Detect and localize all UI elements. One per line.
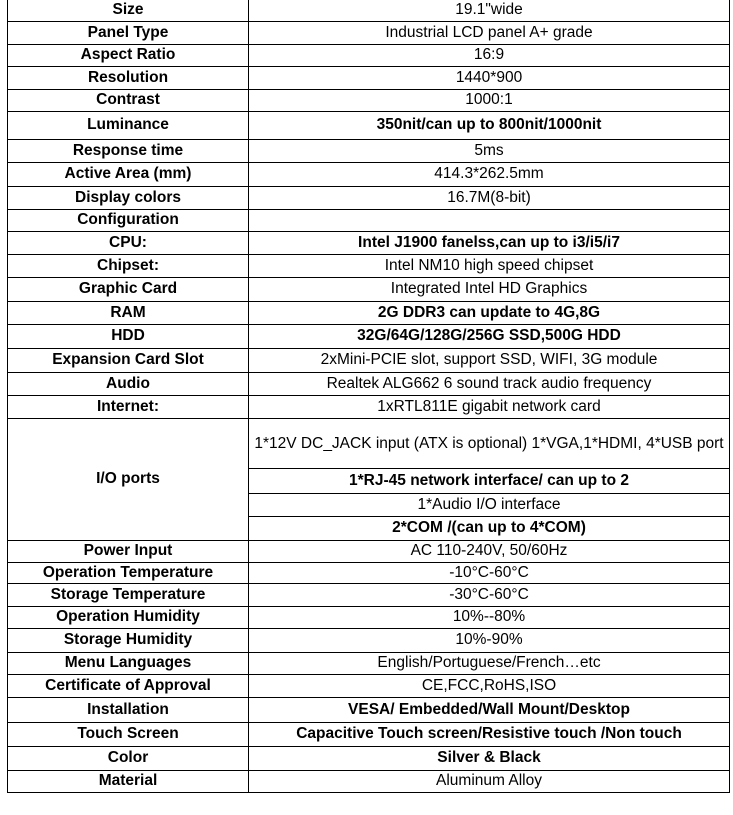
spec-row-configuration xyxy=(8,209,730,231)
spec-value: English/Portuguese/French…etc xyxy=(249,652,730,674)
spec-value-io: 1*RJ-45 network interface/ can up to 2 xyxy=(249,468,730,493)
spec-label-io-ports: I/O ports xyxy=(8,418,249,540)
spec-label: Active Area (mm) xyxy=(8,162,249,186)
spec-row-material xyxy=(8,770,730,792)
spec-label: Luminance xyxy=(8,111,249,139)
spec-row-chipset xyxy=(8,254,730,277)
spec-value: 2G DDR3 can update to 4G,8G xyxy=(249,301,730,324)
spec-row-audio xyxy=(8,372,730,395)
spec-row-ram xyxy=(8,301,730,324)
spec-label: Panel Type xyxy=(8,21,249,44)
spec-row-contrast xyxy=(8,89,730,111)
spec-row-active-area-mm xyxy=(8,162,730,186)
spec-value: 1xRTL811E gigabit network card xyxy=(249,395,730,418)
spec-value: 16:9 xyxy=(249,44,730,66)
spec-value: Aluminum Alloy xyxy=(249,770,730,792)
spec-row-graphic-card xyxy=(8,277,730,301)
spec-value: Silver & Black xyxy=(249,746,730,770)
spec-value: 1000:1 xyxy=(249,89,730,111)
spec-label: Contrast xyxy=(8,89,249,111)
spec-label: Response time xyxy=(8,139,249,162)
spec-value: 1440*900 xyxy=(249,66,730,89)
spec-label: Storage Humidity xyxy=(8,628,249,652)
spec-value: Intel NM10 high speed chipset xyxy=(249,254,730,277)
spec-value: 32G/64G/128G/256G SSD,500G HDD xyxy=(249,324,730,348)
spec-value: Capacitive Touch screen/Resistive touch /Non touch xyxy=(249,722,730,746)
spec-row-menu-languages xyxy=(8,652,730,674)
spec-label: Size xyxy=(8,0,249,21)
spec-row-touch-screen xyxy=(8,722,730,746)
spec-label: Installation xyxy=(8,697,249,722)
spec-value: Integrated Intel HD Graphics xyxy=(249,277,730,301)
spec-value: VESA/ Embedded/Wall Mount/Desktop xyxy=(249,697,730,722)
spec-value: Industrial LCD panel A+ grade xyxy=(249,21,730,44)
spec-value: Intel J1900 fanelss,can up to i3/i5/i7 xyxy=(249,231,730,254)
spec-value: 5ms xyxy=(249,139,730,162)
spec-row-expansion-card-slot xyxy=(8,348,730,372)
spec-row-size xyxy=(8,0,730,21)
spec-value: -30°C-60°C xyxy=(249,583,730,606)
spec-row-panel-type xyxy=(8,21,730,44)
spec-row-power-input xyxy=(8,540,730,562)
spec-value: 10%-90% xyxy=(249,628,730,652)
spec-value: 16.7M(8-bit) xyxy=(249,186,730,209)
spec-value-io: 1*Audio I/O interface xyxy=(249,493,730,516)
spec-label: Operation Temperature xyxy=(8,562,249,583)
spec-label: Graphic Card xyxy=(8,277,249,301)
spec-label: CPU: xyxy=(8,231,249,254)
spec-value-io: 1*12V DC_JACK input (ATX is optional) 1*VGA,1*HDMI, 4*USB port xyxy=(249,418,730,468)
spec-value: 10%--80% xyxy=(249,606,730,628)
spec-row-luminance xyxy=(8,111,730,139)
spec-label: Display colors xyxy=(8,186,249,209)
spec-row-storage-humidity xyxy=(8,628,730,652)
spec-row-operation-humidity xyxy=(8,606,730,628)
spec-label: RAM xyxy=(8,301,249,324)
spec-row-cpu xyxy=(8,231,730,254)
spec-label: Material xyxy=(8,770,249,792)
spec-label: Audio xyxy=(8,372,249,395)
spec-label: Operation Humidity xyxy=(8,606,249,628)
spec-table xyxy=(7,0,730,793)
spec-row-hdd xyxy=(8,324,730,348)
spec-value: CE,FCC,RoHS,ISO xyxy=(249,674,730,697)
spec-label: Aspect Ratio xyxy=(8,44,249,66)
spec-row-aspect-ratio xyxy=(8,44,730,66)
spec-row-operation-temperature xyxy=(8,562,730,583)
spec-label: Color xyxy=(8,746,249,770)
spec-label: Touch Screen xyxy=(8,722,249,746)
spec-row-display-colors xyxy=(8,186,730,209)
spec-row-response-time xyxy=(8,139,730,162)
spec-table-body xyxy=(8,0,730,792)
spec-value xyxy=(249,209,730,231)
spec-label: Configuration xyxy=(8,209,249,231)
spec-row-io-ports xyxy=(8,418,730,468)
spec-value: Realtek ALG662 6 sound track audio frequency xyxy=(249,372,730,395)
spec-value-io: 2*COM /(can up to 4*COM) xyxy=(249,516,730,540)
spec-value: 350nit/can up to 800nit/1000nit xyxy=(249,111,730,139)
spec-label: Chipset: xyxy=(8,254,249,277)
spec-label: Internet: xyxy=(8,395,249,418)
spec-row-color xyxy=(8,746,730,770)
spec-row-installation xyxy=(8,697,730,722)
spec-row-resolution xyxy=(8,66,730,89)
spec-label: Storage Temperature xyxy=(8,583,249,606)
spec-row-certificate-of-approval xyxy=(8,674,730,697)
spec-label: Expansion Card Slot xyxy=(8,348,249,372)
spec-value: 414.3*262.5mm xyxy=(249,162,730,186)
spec-label: HDD xyxy=(8,324,249,348)
spec-value: 19.1"wide xyxy=(249,0,730,21)
spec-label: Menu Languages xyxy=(8,652,249,674)
spec-value: -10°C-60°C xyxy=(249,562,730,583)
spec-row-internet xyxy=(8,395,730,418)
spec-label: Resolution xyxy=(8,66,249,89)
spec-row-storage-temperature xyxy=(8,583,730,606)
spec-label: Certificate of Approval xyxy=(8,674,249,697)
spec-label: Power Input xyxy=(8,540,249,562)
spec-value: 2xMini-PCIE slot, support SSD, WIFI, 3G module xyxy=(249,348,730,372)
spec-value: AC 110-240V, 50/60Hz xyxy=(249,540,730,562)
